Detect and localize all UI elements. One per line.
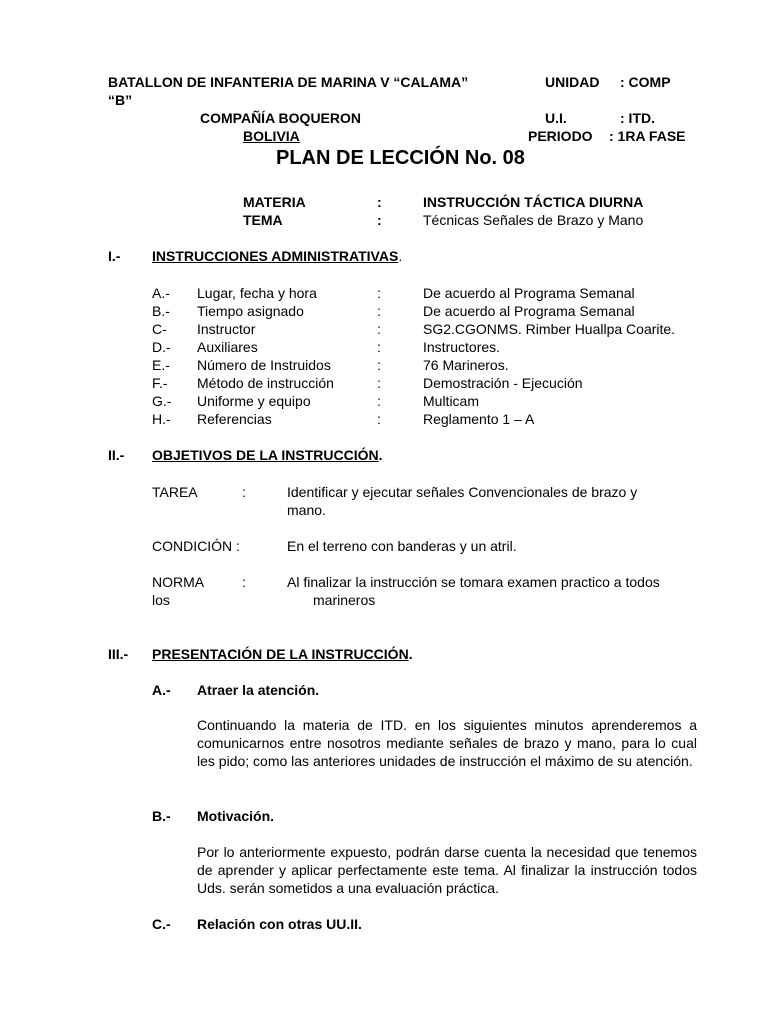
norma-value-line2: marineros — [313, 592, 376, 608]
admin-item-value: 76 Marineros. — [423, 357, 509, 373]
subsection-a-title: Atraer la atención. — [197, 682, 320, 698]
norma-label: NORMA — [152, 574, 205, 590]
section2-number: II.- — [108, 447, 125, 463]
admin-item-value: Multicam — [423, 393, 480, 409]
admin-item-value: Reglamento 1 – A — [423, 411, 535, 427]
admin-item-label: Número de Instruidos — [197, 357, 331, 373]
section1-number: I.- — [108, 248, 121, 264]
norma-value-line1: Al finalizar la instrucción se tomara examen practico a todos — [287, 574, 660, 590]
condicion-value: En el terreno con banderas y un atril. — [287, 538, 517, 554]
admin-item-letter: A.- — [152, 285, 170, 301]
subsection-a-letter: A.- — [152, 682, 171, 698]
admin-item-label: Uniforme y equipo — [197, 393, 311, 409]
subsection-b-paragraph: Por lo anteriormente expuesto, podrán darse cuenta la necesidad que tenemos de aprender y aplicar perfectamente este tema. Al finalizar la instrucción todos Uds. serán sometidos a una evaluación práctica. — [197, 844, 697, 896]
admin-item-value: Instructores. — [423, 339, 501, 355]
admin-item-label: Referencias — [197, 411, 272, 427]
admin-item-value: De acuerdo al Programa Semanal — [423, 285, 635, 301]
header-periodo-value: : 1RA FASE — [609, 128, 686, 144]
admin-item-value: De acuerdo al Programa Semanal — [423, 303, 635, 319]
admin-item-separator: : — [377, 375, 381, 391]
tema-separator: : — [377, 212, 382, 228]
header-unit-suffix: “B” — [108, 92, 133, 108]
subsection-a-paragraph: Continuando la materia de ITD. en los siguientes minutos aprenderemos a comunicarnos entre nosotros mediante señales de brazo y mano, para lo cual les pido; como las anteriores unidades de instrucción el máximo de su atención. — [197, 717, 697, 769]
subsection-b-title: Motivación. — [197, 808, 275, 824]
admin-item-label: Instructor — [197, 321, 256, 337]
admin-item-separator: : — [377, 303, 381, 319]
admin-item-letter: C- — [152, 321, 167, 337]
admin-item-label: Tiempo asignado — [197, 303, 304, 319]
admin-item-letter: D.- — [152, 339, 171, 355]
materia-label: MATERIA — [243, 194, 306, 210]
tarea-separator: : — [242, 484, 246, 500]
admin-item-letter: F.- — [152, 375, 168, 391]
header-unit-name: BATALLON DE INFANTERIA DE MARINA V “CALAMA” — [108, 74, 469, 90]
admin-item-value: SG2.CGONMS. Rimber Huallpa Coarite. — [423, 321, 676, 337]
header-country: BOLIVIA — [243, 128, 300, 144]
tarea-label: TAREA — [152, 484, 198, 500]
admin-item-separator: : — [377, 411, 381, 427]
admin-item-letter: E.- — [152, 357, 170, 373]
condicion-label: CONDICIÓN : — [152, 538, 240, 554]
admin-item-separator: : — [377, 321, 381, 337]
header-unidad-label: UNIDAD — [545, 74, 600, 90]
header-ui-label: U.I. — [545, 110, 567, 126]
admin-item-letter: B.- — [152, 303, 170, 319]
section3-number: III.- — [108, 646, 129, 662]
tema-label: TEMA — [243, 212, 283, 228]
norma-separator: : — [242, 574, 246, 590]
subsection-c-letter: C.- — [152, 916, 171, 932]
admin-item-letter: H.- — [152, 411, 171, 427]
materia-value: INSTRUCCIÓN TÁCTICA DIURNA — [423, 194, 644, 210]
admin-item-separator: : — [377, 357, 381, 373]
header-periodo-label: PERIODO — [528, 128, 593, 144]
page-title: PLAN DE LECCIÓN No. 08 — [276, 147, 525, 169]
tarea-value-line1: Identificar y ejecutar señales Convencionales de brazo y — [287, 484, 638, 500]
subsection-b-letter: B.- — [152, 808, 171, 824]
header-unidad-value: : COMP — [620, 74, 671, 90]
admin-item-letter: G.- — [152, 393, 172, 409]
tema-value: Técnicas Señales de Brazo y Mano — [423, 212, 644, 228]
admin-item-label: Método de instrucción — [197, 375, 334, 391]
admin-item-separator: : — [377, 285, 381, 301]
section1-heading: INSTRUCCIONES ADMINISTRATIVAS. — [152, 248, 403, 264]
header-company: COMPAÑÍA BOQUERON — [200, 110, 361, 126]
section2-heading: OBJETIVOS DE LA INSTRUCCIÓN. — [152, 447, 383, 463]
norma-wrap-word: los — [152, 592, 170, 608]
admin-item-label: Lugar, fecha y hora — [197, 285, 317, 301]
subsection-c-title: Relación con otras UU.II. — [197, 916, 362, 932]
tarea-value-line2: mano. — [287, 502, 326, 518]
admin-item-label: Auxiliares — [197, 339, 258, 355]
header-ui-value: : ITD. — [620, 110, 655, 126]
admin-item-value: Demostración - Ejecución — [423, 375, 583, 391]
admin-item-separator: : — [377, 393, 381, 409]
materia-separator: : — [377, 194, 382, 210]
section3-heading: PRESENTACIÓN DE LA INSTRUCCIÓN. — [152, 646, 413, 662]
admin-item-separator: : — [377, 339, 381, 355]
